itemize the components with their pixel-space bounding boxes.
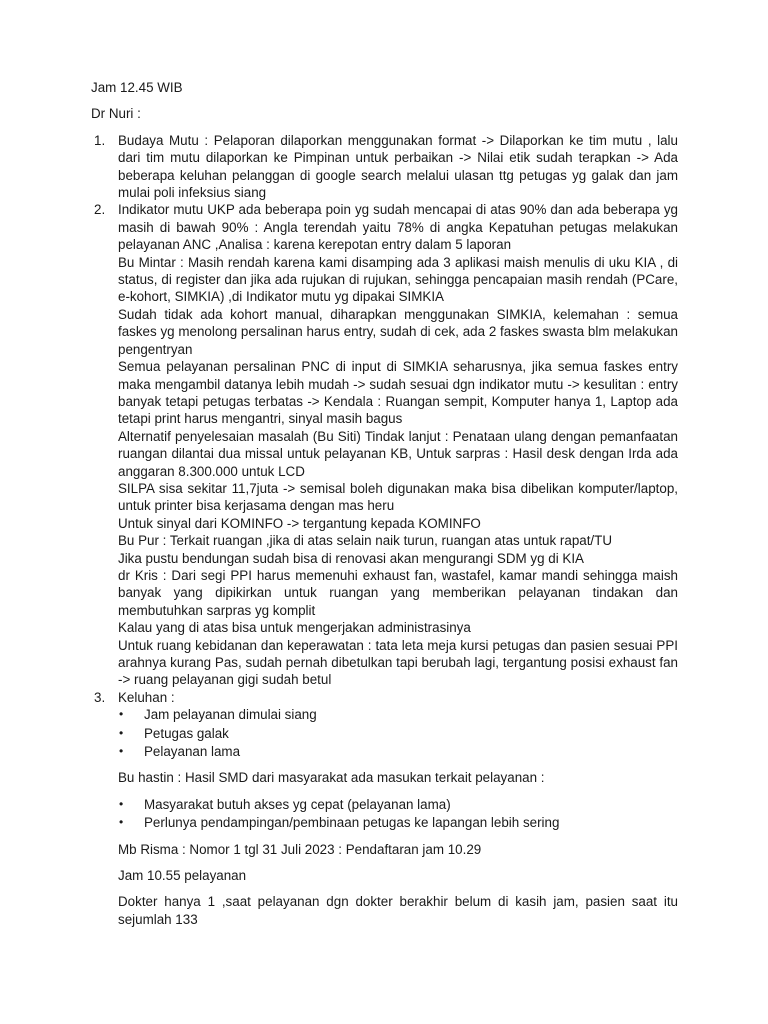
paragraph: Mb Risma : Nomor 1 tgl 31 Juli 2023 : Pendaftaran jam 10.29 xyxy=(118,841,482,857)
paragraph: Kalau yang di atas bisa untuk mengerjakan administrasinya xyxy=(118,620,471,636)
paragraph: SILPA sisa sekitar 11,7juta -> semisal boleh digunakan maka bisa dibelikan komputer/laptop, untuk printer bisa kerjasama dengan mas heru xyxy=(118,480,678,514)
bullet-text: Petugas galak xyxy=(144,725,229,741)
speaker-label: Dr Nuri : xyxy=(91,106,141,122)
paragraph: Indikator mutu UKP ada beberapa poin yg sudah mencapai di atas 90% dan ada beberapa yg masih di bawah 90% : Angla terendah yaitu 78% di angka Kepatuhan petugas melakukan pelayanan ANC ,Analisa : karena kerepotan entry dalam 5 laporan xyxy=(118,202,678,253)
bullet-text: Perlunya pendampingan/pembinaan petugas ke lapangan lebih sering xyxy=(144,815,560,831)
numbered-list xyxy=(94,132,678,928)
bullet-icon: • xyxy=(119,744,124,759)
paragraph: Budaya Mutu : Pelaporan dilaporkan menggunakan format -> Dilaporkan ke tim mutu , lalu dari tim mutu dilaporkan ke Pimpinan untuk perbaikan -> Nilai etik sudah terapkan -> Ada beberapa keluhan pelanggan di google search melalui ulasan ttg petugas yg galak dan jam mulai poli infeksius siang xyxy=(118,132,678,201)
bullet-text: Jam pelayanan dimulai siang xyxy=(144,707,317,723)
list-item xyxy=(119,796,678,813)
paragraph: Jika pustu bendungan sudah bisa di renovasi akan mengurangi SDM yg di KIA xyxy=(118,550,584,566)
paragraph: Sudah tidak ada kohort manual, diharapkan menggunakan SIMKIA, kelemahan : semua faskes yg menolong persalinan harus entry, sudah di cek, ada 2 faskes swasta blm melakukan pengentryan xyxy=(118,306,678,357)
list-item-2 xyxy=(94,201,678,688)
paragraph: Jam 10.55 pelayanan xyxy=(118,868,247,884)
paragraph: Bu Pur : Terkait ruangan ,jika di atas selain naik turun, ruangan atas untuk rapat/TU xyxy=(118,533,613,549)
list-item xyxy=(119,743,678,760)
complaints-list xyxy=(118,706,678,760)
paragraph: Dokter hanya 1 ,saat pelayanan dgn dokter berakhir belum di kasih jam, pasien saat itu sejumlah 133 xyxy=(118,894,678,927)
item-number: 3. xyxy=(94,689,106,705)
bullet-icon: • xyxy=(119,707,124,722)
paragraph: Semua pelayanan persalinan PNC di input di SIMKIA seharusnya, jika semua faskes entry maka mengambil datanya lebih mudah -> sudah sesuai dgn indikator mutu -> kesulitan : entry banyak tetapi petugas terbatas -> Kendala : Ruangan sempit, Komputer hanya 1, Laptop ada tetapi print harus mengantri, sinyal masih bagus xyxy=(118,359,678,427)
paragraph: Bu Mintar : Masih rendah karena kami disamping ada 3 aplikasi maish menulis di uku KIA , di status, di register dan jika ada rujukan di rujukan, sehingga pencapaian masih rendah (PCare, e-kohort, SIMKIA) ,di Indikator mutu yg dipakai SIMKIA xyxy=(118,254,678,305)
paragraph: dr Kris : Dari segi PPI harus memenuhi exhaust fan, wastafel, kamar mandi sehingga maish banyak yang dipikirkan untuk ruangan yang memberikan pelayanan tindakan dan membutuhkan sarpras yg komplit xyxy=(118,567,678,618)
list-item xyxy=(119,814,678,831)
paragraph: Alternatif penyelesaian masalah (Bu Siti) Tindak lanjut : Penataan ulang dengan pemanfaatan ruangan dilantai dua missal untuk pelayanan KB, Untuk sarpras : Hasil desk dengan Irda ada anggaran 8.300.000 untuk LCD xyxy=(118,428,678,479)
section-title: Keluhan : xyxy=(118,689,175,705)
list-item xyxy=(119,706,678,723)
paragraph: Bu hastin : Hasil SMD dari masyarakat ada masukan terkait pelayanan : xyxy=(118,770,545,786)
paragraph: Untuk sinyal dari KOMINFO -> tergantung kepada KOMINFO xyxy=(118,515,481,531)
bullet-text: Masyarakat butuh akses yg cepat (pelayanan lama) xyxy=(144,796,451,812)
bullet-icon: • xyxy=(119,725,124,740)
item-number: 2. xyxy=(94,202,106,218)
meeting-time: Jam 12.45 WIB xyxy=(91,80,183,95)
item-number: 1. xyxy=(94,132,106,148)
list-item-1 xyxy=(94,132,678,202)
feedback-list xyxy=(118,796,678,832)
bullet-text: Pelayanan lama xyxy=(144,744,241,760)
list-item-3 xyxy=(94,689,678,928)
bullet-icon: • xyxy=(119,815,124,830)
list-item xyxy=(119,725,678,742)
paragraph: Untuk ruang kebidanan dan keperawatan : tata leta meja kursi petugas dan pasien sesuai PPI arahnya kurang Pas, sudah pernah dibetulkan tapi berubah lagi, tergantung posisi exhaust fan -> ruang pelayanan gigi sudah betul xyxy=(118,637,678,688)
bullet-icon: • xyxy=(119,796,124,811)
